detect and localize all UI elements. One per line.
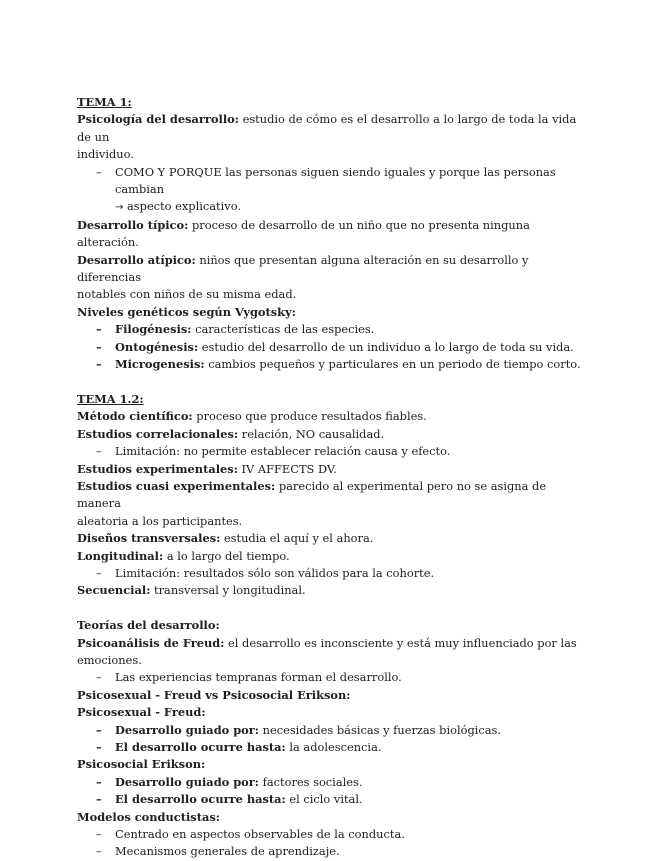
- dash-bullet: –: [96, 164, 102, 179]
- term: El desarrollo ocurre hasta:: [115, 740, 286, 754]
- term: Secuencial:: [77, 583, 151, 598]
- definition: transversal y longitudinal.: [154, 583, 306, 598]
- list-item-text: Limitación: no permite establecer relación causa y efecto.: [115, 444, 451, 459]
- dash-bullet: –: [96, 322, 102, 337]
- term: Desarrollo atípico:: [77, 252, 196, 267]
- term: Filogénesis:: [115, 322, 192, 337]
- tema12-heading: TEMA 1.2:: [77, 391, 144, 406]
- term: Estudios experimentales:: [77, 461, 238, 476]
- metodo-cientifico-def: [77, 408, 582, 425]
- tema1-heading: TEMA 1:: [77, 95, 132, 109]
- estudios-experimentales-def: [77, 461, 582, 478]
- psicosocial-heading: Psicosocial Erikson:: [77, 757, 206, 772]
- term: Ontogénesis:: [115, 339, 199, 354]
- desarrollo-atipico-def: [77, 252, 582, 287]
- definition: el ciclo vital.: [289, 792, 363, 807]
- list-item: [77, 443, 582, 460]
- dash-bullet: –: [96, 444, 102, 459]
- dash-bullet: –: [96, 792, 102, 807]
- list-item: [77, 356, 582, 373]
- term: Diseños transversales:: [77, 531, 221, 546]
- term: Longitudinal:: [77, 548, 164, 563]
- list-item-text: Centrado en aspectos observables de la conducta.: [115, 827, 405, 842]
- psicologia-desarrollo-def: [77, 111, 582, 146]
- list-item: [77, 722, 582, 739]
- term: Desarrollo típico:: [77, 217, 189, 232]
- definition: a lo largo del tiempo.: [166, 548, 290, 563]
- longitudinal-def: [77, 548, 582, 565]
- definition: estudio de cómo es el desarrollo a lo largo de toda la vida de un: [77, 112, 577, 144]
- dash-bullet: –: [96, 339, 102, 354]
- list-item: [77, 774, 582, 791]
- list-item: [77, 791, 582, 808]
- dash-bullet: –: [96, 774, 102, 789]
- dash-bullet: –: [96, 722, 102, 737]
- term: Estudios correlacionales:: [77, 426, 239, 441]
- psicoanalisis-freud-def-cont: emociones.: [77, 652, 142, 667]
- list-item-text: aspecto explicativo.: [127, 199, 241, 214]
- psicologia-desarrollo-def-cont: individuo.: [77, 147, 134, 162]
- list-item-text: COMO Y PORQUE las personas siguen siendo iguales y porque las personas cambian: [115, 164, 556, 197]
- definition: parecido al experimental pero no se asigna de manera: [77, 478, 547, 511]
- list-item: [77, 339, 582, 356]
- definition: relación, NO causalidad.: [241, 426, 385, 441]
- term: Psicología del desarrollo:: [77, 112, 239, 127]
- definition: el desarrollo es inconsciente y está muy influenciado por las: [228, 635, 577, 650]
- dash-bullet: –: [96, 827, 102, 842]
- list-item: [77, 826, 582, 843]
- psicoanalisis-freud-def: [77, 635, 582, 652]
- arrow-icon: →: [115, 202, 124, 214]
- definition: niños que presentan alguna alteración en su desarrollo y diferencias: [77, 252, 529, 285]
- list-item: [77, 843, 582, 860]
- dash-bullet: –: [96, 565, 102, 580]
- niveles-heading: Niveles genéticos según Vygotsky:: [77, 304, 296, 319]
- definition: necesidades básicas y fuerzas biológicas.: [262, 722, 502, 737]
- modelos-conductistas-heading: Modelos conductistas:: [77, 809, 220, 824]
- list-item-text: Limitación: resultados sólo son válidos para la cohorte.: [115, 565, 435, 580]
- psicosexual-heading: Psicosexual - Freud:: [77, 705, 206, 720]
- dash-bullet: –: [96, 357, 102, 372]
- list-item-continuation: [77, 198, 582, 216]
- teorias-heading: Teorías del desarrollo:: [77, 618, 220, 633]
- definition: IV AFFECTS DV.: [241, 461, 337, 476]
- spacer: [77, 600, 582, 617]
- dash-bullet: –: [96, 670, 102, 685]
- definition: características de las especies.: [195, 322, 375, 337]
- list-item-text: Las experiencias tempranas forman el desarrollo.: [115, 670, 402, 685]
- definition: proceso de desarrollo de un niño que no presenta ninguna alteración.: [77, 217, 530, 250]
- definition: proceso que produce resultados fiables.: [196, 409, 427, 424]
- spacer: [77, 374, 582, 391]
- term: Estudios cuasi experimentales:: [77, 478, 276, 493]
- list-item: [77, 321, 582, 338]
- term: Desarrollo guiado por:: [115, 722, 259, 737]
- definition: factores sociales.: [262, 774, 363, 789]
- term: Psicoanálisis de Freud:: [77, 635, 225, 650]
- list-item: [77, 565, 582, 582]
- dash-bullet: –: [96, 740, 102, 754]
- definition: cambios pequeños y particulares en un periodo de tiempo corto.: [208, 357, 581, 372]
- document-page: [77, 94, 582, 861]
- definition: la adolescencia.: [289, 740, 382, 754]
- list-item: [77, 739, 582, 756]
- estudios-cuasi-def: [77, 478, 582, 513]
- desarrollo-tipico-def: [77, 217, 582, 252]
- term: Desarrollo guiado por:: [115, 774, 259, 789]
- term: El desarrollo ocurre hasta:: [115, 792, 286, 807]
- estudios-correlacionales-def: [77, 426, 582, 443]
- disenos-transversales-def: [77, 530, 582, 547]
- list-item: [77, 669, 582, 686]
- estudios-cuasi-def-cont: aleatoria a los participantes.: [77, 513, 243, 528]
- definition: estudio del desarrollo de un individuo a lo largo de toda su vida.: [201, 339, 574, 354]
- dash-bullet: –: [96, 844, 102, 859]
- term: Microgenesis:: [115, 357, 205, 372]
- term: Método científico:: [77, 409, 193, 424]
- definition: estudia el aquí y el ahora.: [223, 531, 374, 546]
- secuencial-def: [77, 582, 582, 599]
- freud-vs-erikson-heading: Psicosexual - Freud vs Psicosocial Erikson:: [77, 687, 351, 702]
- desarrollo-atipico-def-cont: notables con niños de su misma edad.: [77, 287, 297, 302]
- list-item: [77, 164, 582, 199]
- list-item-text: Mecanismos generales de aprendizaje.: [115, 844, 340, 859]
